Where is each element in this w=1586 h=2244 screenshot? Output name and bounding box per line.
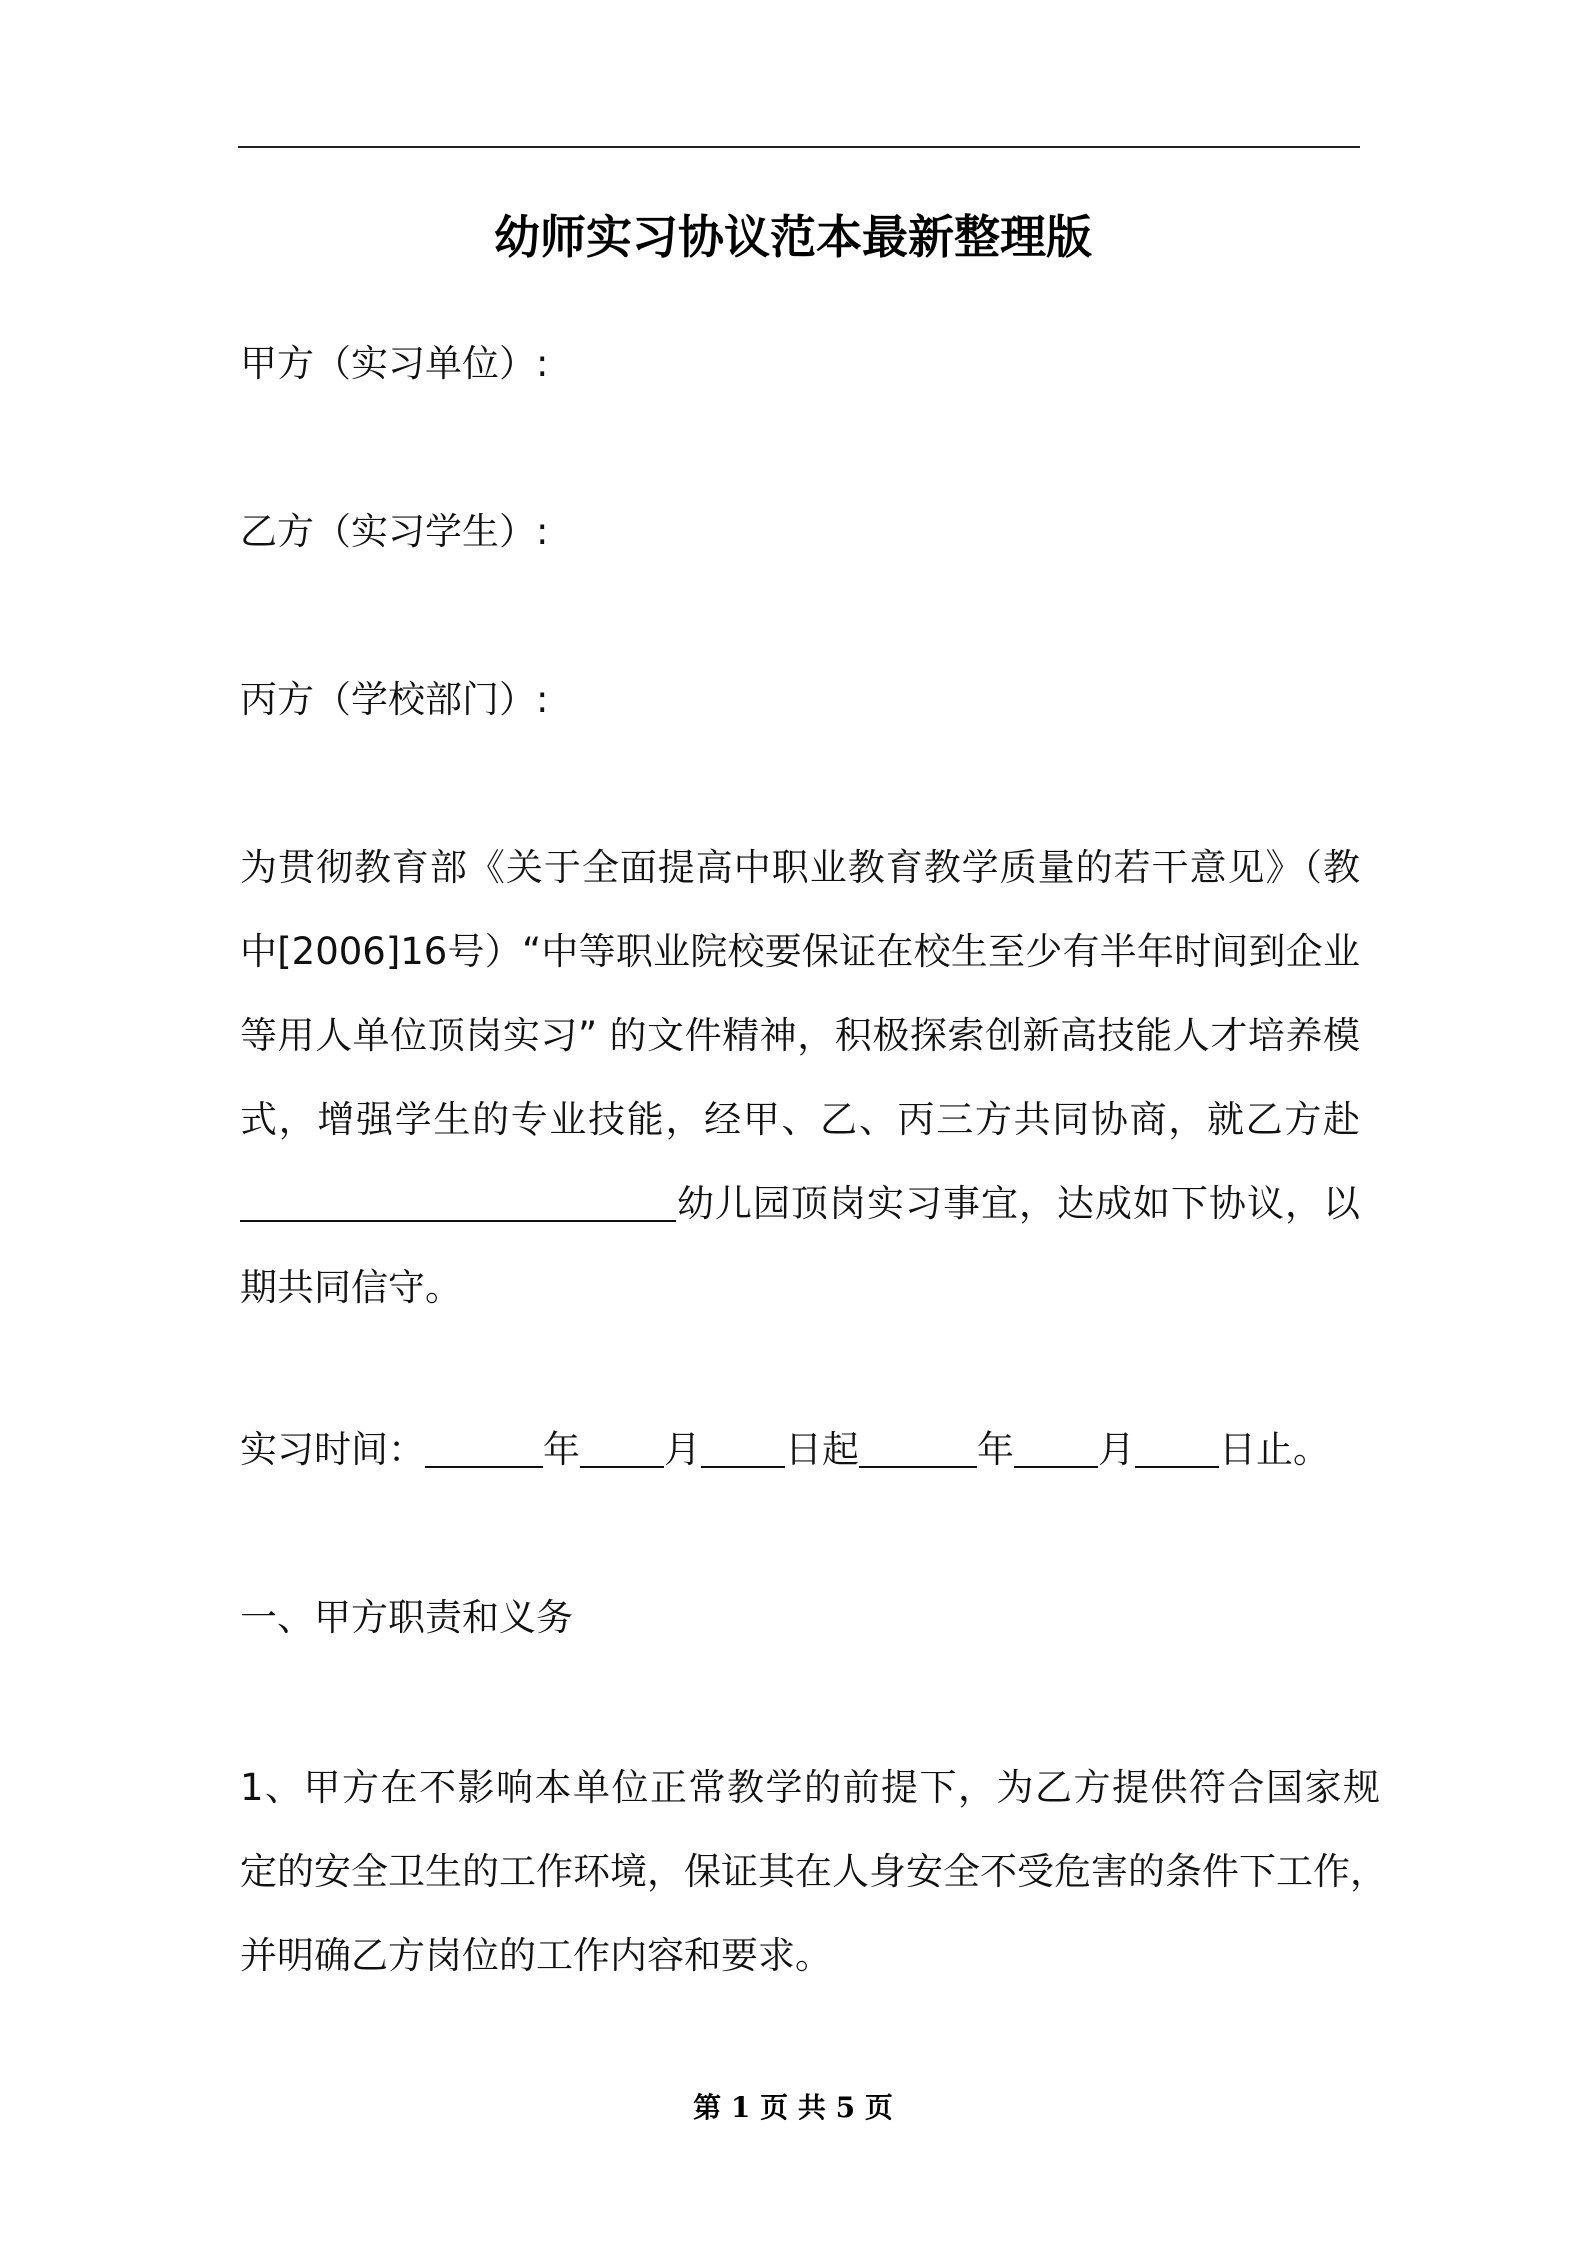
party-b-line: 乙方（实习学生）: — [240, 510, 549, 553]
month-label: 月 — [664, 1428, 701, 1471]
intro-line: 期共同信守。 — [240, 1266, 462, 1309]
intro-line — [240, 1162, 1360, 1246]
intro-line: 为贯彻教育部《关于全面提高中职业教育教学质量的若干意见》（教 — [240, 846, 1360, 889]
end-year-blank[interactable] — [859, 1426, 977, 1468]
party-a-line: 甲方（实习单位）: — [240, 342, 549, 385]
intro-line: 等用人单位顶岗实习” 的文件精神，积极探索创新高技能人才培养模 — [240, 1014, 1360, 1057]
day-end-label: 日止。 — [1219, 1428, 1330, 1471]
clause-line: 定的安全卫生的工作环境，保证其在人身安全不受危害的条件下工作， — [240, 1850, 1387, 1893]
section-heading: 一、甲方职责和义务 — [240, 1596, 573, 1639]
end-day-blank[interactable] — [1135, 1426, 1219, 1468]
start-day-blank[interactable] — [701, 1426, 785, 1468]
intro-paragraph — [240, 826, 1360, 1330]
document-title: 幼师实习协议范本最新整理版 — [494, 210, 1092, 264]
day-start-label: 日起 — [785, 1428, 859, 1471]
page-indicator: 第 1 页 共 5 页 — [693, 2091, 893, 2124]
kindergarten-name-blank[interactable] — [240, 1180, 676, 1222]
period-label: 实习时间： — [240, 1428, 425, 1471]
end-month-blank[interactable] — [1014, 1426, 1098, 1468]
intro-line: 式，增强学生的专业技能，经甲、乙、丙三方共同协商，就乙方赴 — [240, 1098, 1360, 1141]
clause-line: 并明确乙方岗位的工作内容和要求。 — [240, 1934, 832, 1977]
year-label: 年 — [543, 1428, 580, 1471]
internship-period-line — [240, 1422, 1330, 1478]
start-year-blank[interactable] — [425, 1426, 543, 1468]
party-c-line: 丙方（学校部门）: — [240, 678, 549, 721]
clause-line: 1、甲方在不影响本单位正常教学的前提下，为乙方提供符合国家规 — [240, 1766, 1380, 1809]
header-rule — [238, 146, 1360, 148]
year-label: 年 — [977, 1428, 1014, 1471]
clause-1-paragraph — [240, 1746, 1387, 1998]
intro-line-suffix: 幼儿园顶岗实习事宜，达成如下协议，以 — [676, 1182, 1360, 1225]
intro-line: 中[2006]16号）“中等职业院校要保证在校生至少有半年时间到企业 — [240, 930, 1360, 973]
start-month-blank[interactable] — [580, 1426, 664, 1468]
month-label: 月 — [1098, 1428, 1135, 1471]
